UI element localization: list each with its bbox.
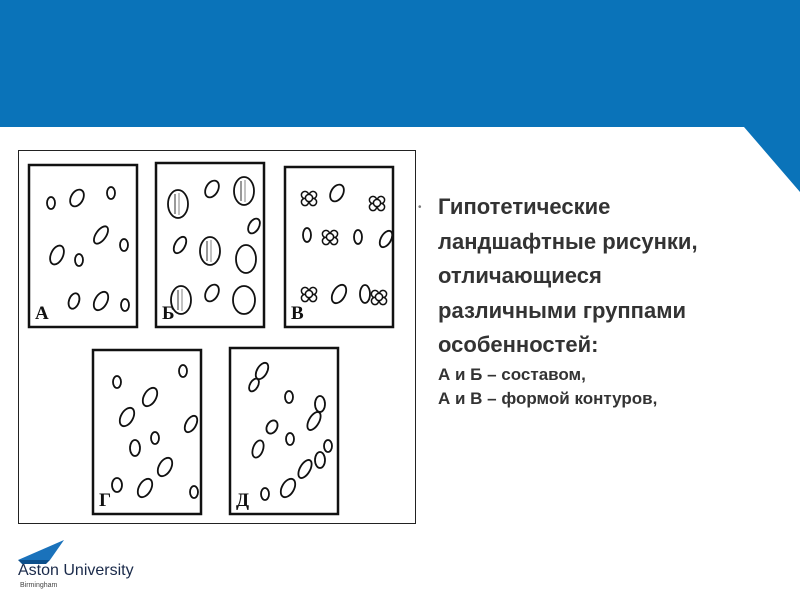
- ellipse: [120, 239, 128, 251]
- hatched-ellipse: [168, 190, 188, 218]
- ellipse: [324, 440, 332, 452]
- logo-subtitle: Birmingham: [20, 582, 58, 589]
- lobed-blob: [369, 196, 384, 210]
- ellipse: [121, 299, 129, 311]
- hatched-ellipse: [234, 177, 254, 205]
- ellipse: [286, 433, 294, 445]
- panel-2: [156, 163, 264, 327]
- comparison-line: А и В – формой контуров,: [438, 388, 658, 408]
- description-text: [438, 190, 778, 411]
- ellipse: [315, 396, 325, 412]
- main-line: отличающиеся: [438, 263, 602, 288]
- ellipse: [130, 440, 140, 456]
- panel-label: Г: [99, 490, 112, 511]
- lobed-blob: [301, 287, 316, 301]
- lobed-blob: [371, 290, 386, 304]
- bullet-marker: •: [418, 202, 422, 213]
- ellipse: [112, 478, 122, 492]
- ellipse: [360, 285, 370, 303]
- panel-1: [29, 165, 137, 327]
- ellipse: [315, 452, 325, 468]
- panel-5: [230, 348, 338, 514]
- ellipse: [151, 432, 159, 444]
- lobed-blob: [301, 191, 316, 205]
- panel-label: Б: [162, 303, 175, 324]
- main-line: особенностей:: [438, 332, 599, 357]
- panel-4: [93, 350, 201, 514]
- ellipse: [354, 230, 362, 244]
- main-line: Гипотетические: [438, 194, 611, 219]
- panel-label: Д: [236, 490, 250, 511]
- ellipse: [233, 286, 255, 314]
- ellipse: [285, 391, 293, 403]
- hatched-ellipse: [200, 237, 220, 265]
- main-line: различными группами: [438, 297, 687, 323]
- aston-university-logo: [14, 538, 164, 594]
- main-description: [438, 190, 778, 363]
- comparison-line: А и Б – составом,: [438, 364, 586, 384]
- ellipse: [303, 228, 311, 242]
- aston-triangle-icon: [16, 538, 72, 564]
- panel-3: [285, 167, 395, 327]
- logo-name: Aston University: [18, 562, 134, 579]
- ellipse: [261, 488, 269, 500]
- ellipse: [47, 197, 55, 209]
- landscape-pattern-figure: [18, 150, 416, 524]
- ellipse: [107, 187, 115, 199]
- panel-label: В: [291, 303, 304, 324]
- panel-label: А: [35, 303, 49, 324]
- lobed-blob: [322, 230, 337, 244]
- ellipse: [190, 486, 198, 498]
- ellipse: [179, 365, 187, 377]
- ellipse: [75, 254, 83, 266]
- main-line: ландшафтные рисунки,: [438, 228, 698, 254]
- ellipse: [113, 376, 121, 388]
- ellipse: [236, 245, 256, 273]
